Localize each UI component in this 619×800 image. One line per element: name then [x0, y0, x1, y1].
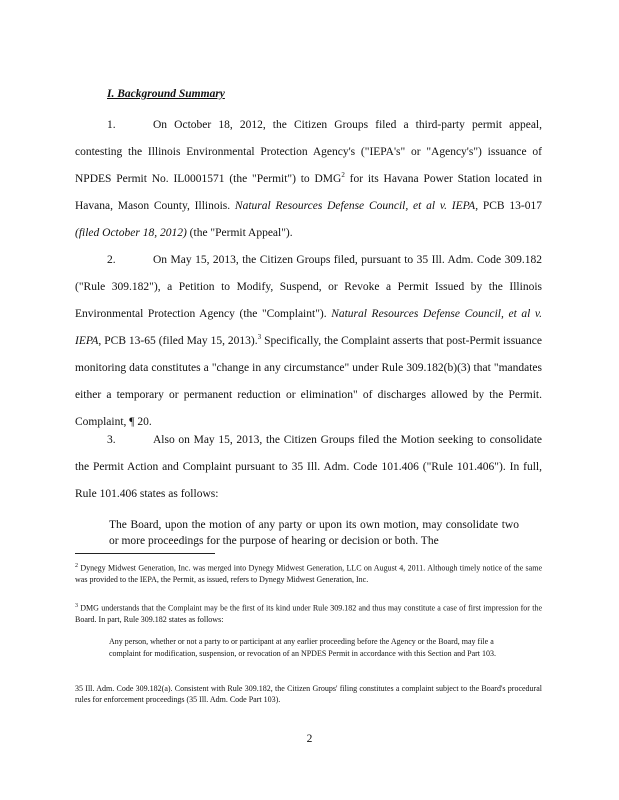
paragraph-text: On May 15, 2013, the Citizen Groups filed, pursuant to 35 Ill. Adm. Code 309.182 ("Rule 309.182"), a Petition to Modify, Suspend, or Revoke a Permit Issued by the Illinois Environmental Protection Agency (the "Complaint"). [75, 254, 542, 320]
footnote-3-continuation: 35 Ill. Adm. Code 309.182(a). Consistent with Rule 309.182, the Citizen Groups' filing constitutes a complaint subject to the Board's procedural rules for enforcement proceedings (35 Ill. Adm. Code Part 103). [75, 684, 542, 704]
footnote-marker: 2 [75, 563, 78, 569]
page-number: 2 [306, 733, 313, 745]
case-citation: Natural Resources Defense Council, et al v. IEPA [234, 200, 476, 212]
paragraph-number: 2. [107, 254, 116, 266]
section-heading: I. Background Summary [107, 88, 225, 100]
footnote-ref: 3 [257, 333, 262, 342]
paragraph-text: (the "Permit Appeal"). [186, 227, 293, 239]
block-quote: The Board, upon the motion of any party or upon its own motion, may consolidate two or more proceedings for the purpose of hearing or decision or both. The [109, 519, 519, 547]
footnote-divider [75, 553, 215, 554]
filing-date: (filed October 18, 2012) [75, 227, 187, 239]
footnote-ref: 2 [341, 171, 345, 180]
paragraph-text: , PCB 13-65 (filed May 15, 2013). [98, 335, 258, 347]
footnote-3 [75, 601, 542, 625]
case-citation: Natural Resources Defense Council, et al v. IEPA [75, 308, 542, 347]
paragraph-text: Specifically, the Complaint asserts that post-Permit issuance monitoring data constitutes a "change in any circumstance" under Rule 309.182(b)(3) that "mandates either a temporary or permanent reduction or elimination" of discharges allowed by the Permit. Complaint, ¶ 20. [75, 335, 542, 428]
paragraph-number: 3. [107, 434, 116, 446]
paragraph-1 [75, 112, 542, 247]
footnote-2 [75, 561, 542, 585]
paragraph-number: 1. [107, 119, 116, 131]
footnote-text: DMG understands that the Complaint may be the first of its kind under Rule 309.182 and thus may constitute a case of first impression for the Board. In part, Rule 309.182 states as follows: [75, 603, 542, 624]
paragraph-text: Also on May 15, 2013, the Citizen Groups filed the Motion seeking to consolidate the Permit Action and Complaint pursuant to 35 Ill. Adm. Code 101.406 ("Rule 101.406"). In full, Rule 101.406 states as follows: [75, 434, 542, 500]
paragraph-3 [75, 427, 542, 508]
paragraph-text: , PCB 13-017 [475, 200, 542, 212]
paragraph-2 [75, 247, 542, 436]
paragraph-text: On October 18, 2012, the Citizen Groups filed a third-party permit appeal, contesting the Illinois Environmental Protection Agency's ("IEPA's" or "Agency's") issuance of NPDES Permit No. IL0001571 (the "Permit") to DMG [75, 119, 542, 185]
paragraph-text: for its Havana Power Station located in Havana, Mason County, Illinois. [75, 173, 542, 212]
footnote-text: Dynegy Midwest Generation, Inc. was merged into Dynegy Midwest Generation, LLC on August 4, 2011. Although timely notice of the same was provided to the IEPA, the Permit, as issued, refers to Dynegy Midwest Generation, Inc. [75, 563, 542, 584]
footnote-block-quote: Any person, whether or not a party to or participant at any earlier proceeding before the Agency or the Board, may file a complaint for modification, suspension, or revocation of an NPDES Permit in accordance with this Section and Part 103. [109, 637, 497, 658]
footnote-marker: 3 [75, 603, 78, 609]
